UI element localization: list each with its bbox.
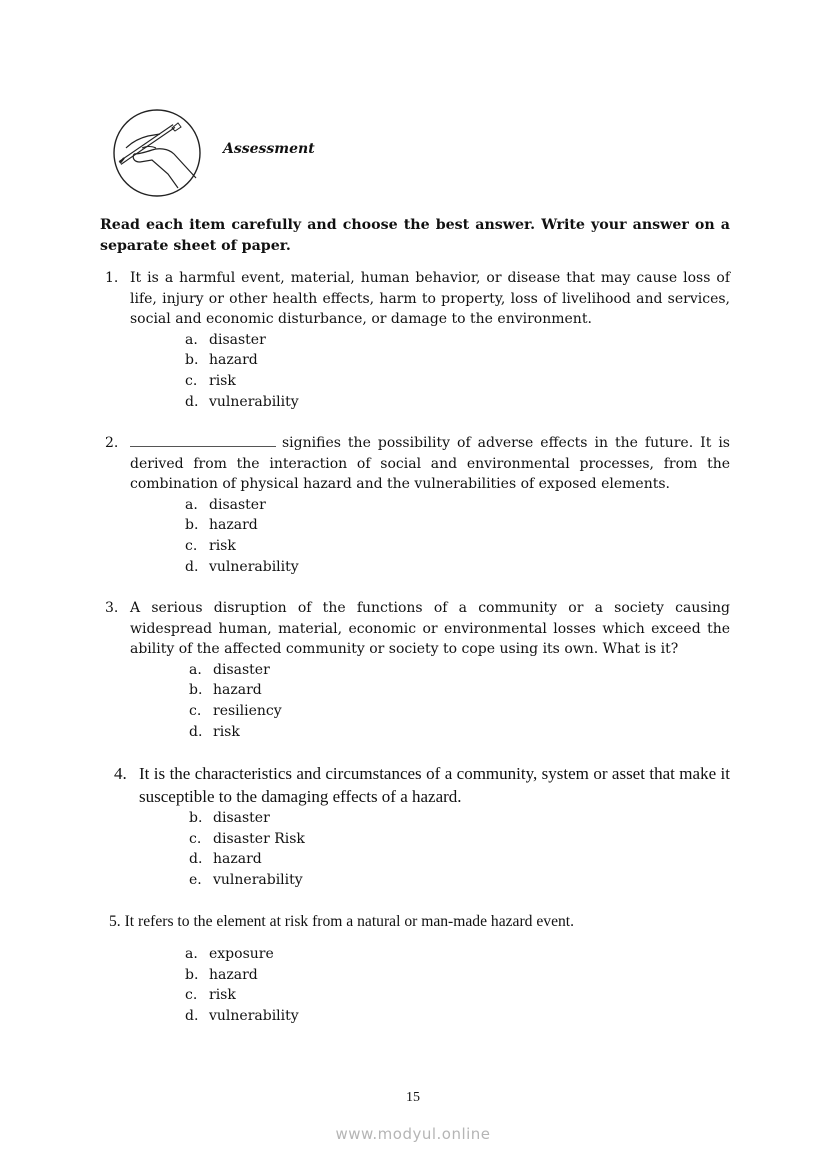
option bbox=[189, 829, 730, 850]
pencil-hand-icon bbox=[112, 108, 202, 198]
options-list bbox=[185, 330, 730, 412]
option-letter: c. bbox=[185, 987, 198, 1004]
option-letter: d. bbox=[185, 1007, 199, 1024]
option bbox=[185, 371, 730, 392]
option-text: hazard bbox=[209, 517, 258, 534]
option-text: risk bbox=[209, 537, 236, 554]
question-number: 1. bbox=[105, 270, 119, 286]
option-text: vulnerability bbox=[209, 558, 299, 575]
page-number: 15 bbox=[406, 1090, 420, 1105]
option-text: exposure bbox=[209, 946, 274, 962]
option-letter: c. bbox=[185, 372, 198, 389]
question-stem: It is a harmful event, material, human behavior, or disease that may cause loss of life, injury or other health effects, harm to property, loss of livelihood and services, social and economic disturbance, or damage to the environment. bbox=[130, 270, 730, 328]
option-letter: d. bbox=[189, 851, 203, 868]
option-letter: c. bbox=[185, 537, 198, 554]
question-stem-text: It refers to the element at risk from a natural or man-made hazard event. bbox=[124, 913, 575, 930]
option-letter: c. bbox=[189, 830, 202, 847]
option bbox=[185, 330, 730, 351]
option-letter: b. bbox=[185, 352, 199, 369]
option-text: disaster bbox=[209, 496, 266, 513]
question-4 bbox=[100, 762, 730, 890]
option bbox=[185, 495, 730, 516]
option-letter: e. bbox=[189, 871, 202, 888]
option bbox=[185, 515, 730, 536]
option bbox=[185, 536, 730, 557]
question-stem bbox=[109, 912, 574, 933]
option bbox=[185, 392, 730, 413]
option-text: disaster bbox=[213, 810, 270, 826]
question-stem: It is the characteristics and circumstances of a community, system or asset that make it susceptible to the damaging effects of a hazard. bbox=[139, 764, 730, 806]
option bbox=[189, 660, 730, 681]
option bbox=[189, 870, 730, 891]
options-list bbox=[189, 660, 730, 742]
question-number: 2. bbox=[105, 435, 119, 451]
option-text: hazard bbox=[213, 851, 262, 868]
option bbox=[185, 965, 299, 986]
option-text: disaster bbox=[213, 661, 270, 678]
options-list bbox=[185, 944, 299, 1026]
option-letter: a. bbox=[189, 661, 202, 678]
option-letter: a. bbox=[185, 496, 198, 513]
option-letter: a. bbox=[185, 946, 198, 962]
option-text: risk bbox=[209, 372, 236, 389]
option bbox=[185, 1006, 299, 1027]
option-text: hazard bbox=[209, 352, 258, 369]
question-1 bbox=[100, 268, 730, 412]
question-3 bbox=[100, 598, 730, 742]
question-number: 3. bbox=[105, 600, 119, 616]
question-number: 5. bbox=[109, 913, 121, 930]
option-letter: d. bbox=[185, 393, 199, 410]
option-letter: d. bbox=[189, 723, 203, 740]
option bbox=[185, 985, 299, 1006]
question-number: 4. bbox=[114, 764, 127, 783]
question-stem-text: signifies the possibility of adverse effects in the future. It is derived from the interaction of social and environmental processes, from the combination of physical hazard and the vulnerabilities of exposed elements. bbox=[130, 435, 730, 493]
option-letter: c. bbox=[189, 702, 202, 719]
option-letter: b. bbox=[185, 966, 199, 983]
option-text: vulnerability bbox=[213, 871, 303, 888]
option-text: risk bbox=[213, 723, 240, 740]
option bbox=[185, 557, 730, 578]
option-letter: d. bbox=[185, 558, 199, 575]
option bbox=[189, 701, 730, 722]
option-text: disaster bbox=[209, 331, 266, 348]
section-title: Assessment bbox=[223, 141, 315, 157]
option bbox=[189, 849, 730, 870]
option bbox=[189, 680, 730, 701]
option-letter: a. bbox=[185, 331, 198, 348]
answer-blank bbox=[130, 434, 276, 447]
option bbox=[189, 808, 730, 829]
options-list bbox=[189, 808, 730, 890]
options-list bbox=[185, 495, 730, 577]
question-stem bbox=[130, 433, 730, 495]
option-text: disaster Risk bbox=[213, 830, 305, 847]
instructions: Read each item carefully and choose the best answer. Write your answer on a separate sheet of paper. bbox=[100, 217, 730, 254]
option bbox=[189, 722, 730, 743]
option-letter: b. bbox=[189, 682, 203, 699]
question-stem: A serious disruption of the functions of a community or a society causing widespread human, material, economic or environmental losses which exceed the ability of the affected community or society to cope using its own. What is it? bbox=[130, 600, 730, 658]
option-letter: b. bbox=[189, 810, 203, 826]
watermark: www.modyul.online bbox=[335, 1125, 491, 1143]
option-text: risk bbox=[209, 987, 236, 1004]
question-2 bbox=[100, 433, 730, 577]
option-text: vulnerability bbox=[209, 393, 299, 410]
option-text: hazard bbox=[209, 966, 258, 983]
option-text: hazard bbox=[213, 682, 262, 699]
option-text: resiliency bbox=[213, 702, 282, 719]
option bbox=[185, 944, 299, 965]
option-text: vulnerability bbox=[209, 1007, 299, 1024]
option bbox=[185, 350, 730, 371]
option-letter: b. bbox=[185, 517, 199, 534]
